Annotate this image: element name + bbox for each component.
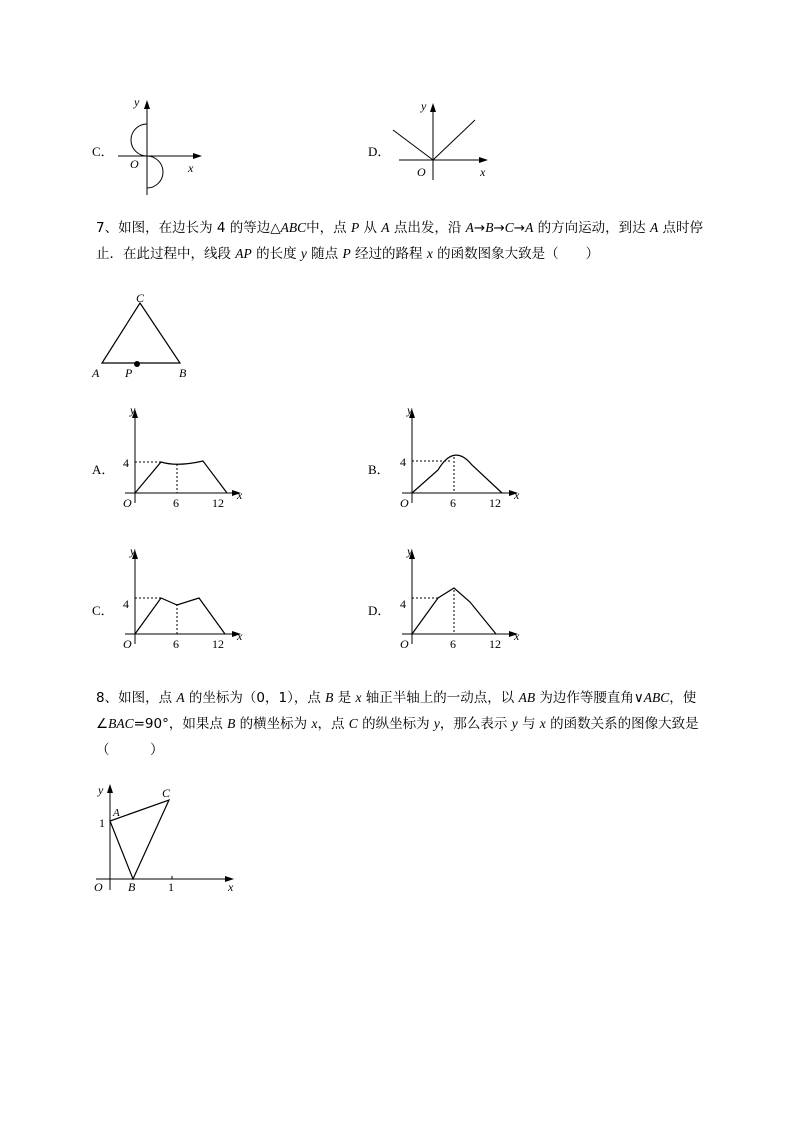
tri-label-c: C <box>136 291 145 305</box>
q8-tick-1-x: 1 <box>168 880 174 894</box>
q8-question-text <box>96 685 756 763</box>
q7-option-c-label: C． <box>92 603 114 618</box>
q7a-tick-4: 4 <box>123 456 129 470</box>
q7a-tick-6: 6 <box>173 496 179 510</box>
q7b-x-label: x <box>514 488 520 502</box>
q7-option-b-graph <box>392 403 532 515</box>
q7c-y-label: y <box>130 544 136 558</box>
q6-option-c-label: C． <box>92 144 114 159</box>
q6-option-d-graph <box>385 98 495 183</box>
q8-label-a: A <box>113 807 120 819</box>
q7-line-1: 7、如图，在边长为 4 的等边△ABC中，点 P 从 A 点出发，沿 A→B→C→A 的方向运动，到达 A 点时停 <box>96 220 703 236</box>
q7b-tick-6: 6 <box>450 496 456 510</box>
q7-option-d-label: D． <box>368 603 391 618</box>
q6c-x-label: x <box>188 161 194 175</box>
q7d-tick-12: 12 <box>489 637 501 651</box>
q8-origin-label: O <box>94 880 103 894</box>
q6-option-c-graph <box>110 95 210 205</box>
q7d-x-label: x <box>514 629 520 643</box>
q6d-origin-label: O <box>417 165 426 179</box>
q6c-y-label: y <box>134 95 140 109</box>
q7b-tick-12: 12 <box>489 496 501 510</box>
q7-line-2: 止．在此过程中，线段 AP 的长度 y 随点 P 经过的路程 x 的函数图象大致是（ ） <box>96 246 600 262</box>
q7d-tick-4: 4 <box>400 597 406 611</box>
q8-label-c: C <box>162 786 171 800</box>
q7c-tick-12: 12 <box>212 637 224 651</box>
q7c-x-label: x <box>237 629 243 643</box>
q7a-x-label: x <box>237 488 243 502</box>
q8-tick-1-y: 1 <box>99 816 105 830</box>
q7-option-d-graph <box>392 544 532 656</box>
q6d-y-label: y <box>421 99 427 113</box>
q8-label-b: B <box>128 880 136 894</box>
q7a-origin-label: O <box>123 496 132 510</box>
q7c-tick-6: 6 <box>173 637 179 651</box>
q7b-y-label: y <box>407 403 413 417</box>
q7-triangle-figure <box>88 288 200 383</box>
q7b-origin-label: O <box>400 496 409 510</box>
tri-label-b: B <box>179 366 187 380</box>
q7b-tick-4: 4 <box>400 455 406 469</box>
q7d-origin-label: O <box>400 637 409 651</box>
q7c-origin-label: O <box>123 637 132 651</box>
q8-line-3: （ ） <box>96 742 164 758</box>
q8-line-2: ∠BAC=90°，如果点 B 的横坐标为 x，点 C 的纵坐标为 y，那么表示 y 与 x 的函数关系的图像大致是 <box>96 716 699 732</box>
q7-option-c-graph <box>115 544 255 656</box>
q8-figure <box>88 778 248 896</box>
q8-y-label: y <box>98 783 104 797</box>
q8-line-1: 8、如图，点 A 的坐标为（0，1），点 B 是 x 轴正半轴上的一动点，以 AB 为边作等腰直角∨ABC，使 <box>96 690 697 706</box>
q6-option-d-label: D． <box>368 144 391 159</box>
q7-option-b-label: B． <box>368 462 390 477</box>
point-p-dot <box>134 361 140 367</box>
q7-option-a-label: A． <box>92 462 115 477</box>
q7d-y-label: y <box>407 544 413 558</box>
q6d-x-label: x <box>480 165 486 179</box>
q8-x-label: x <box>228 880 234 894</box>
q7a-y-label: y <box>130 403 136 417</box>
q6c-origin-label: O <box>130 157 139 171</box>
q7-question-text <box>96 215 756 267</box>
q7-option-a-graph <box>115 403 255 515</box>
tri-label-a: A <box>92 366 100 380</box>
q7d-tick-6: 6 <box>450 637 456 651</box>
tri-label-p: P <box>125 366 133 380</box>
q7c-tick-4: 4 <box>123 597 129 611</box>
q7a-tick-12: 12 <box>212 496 224 510</box>
